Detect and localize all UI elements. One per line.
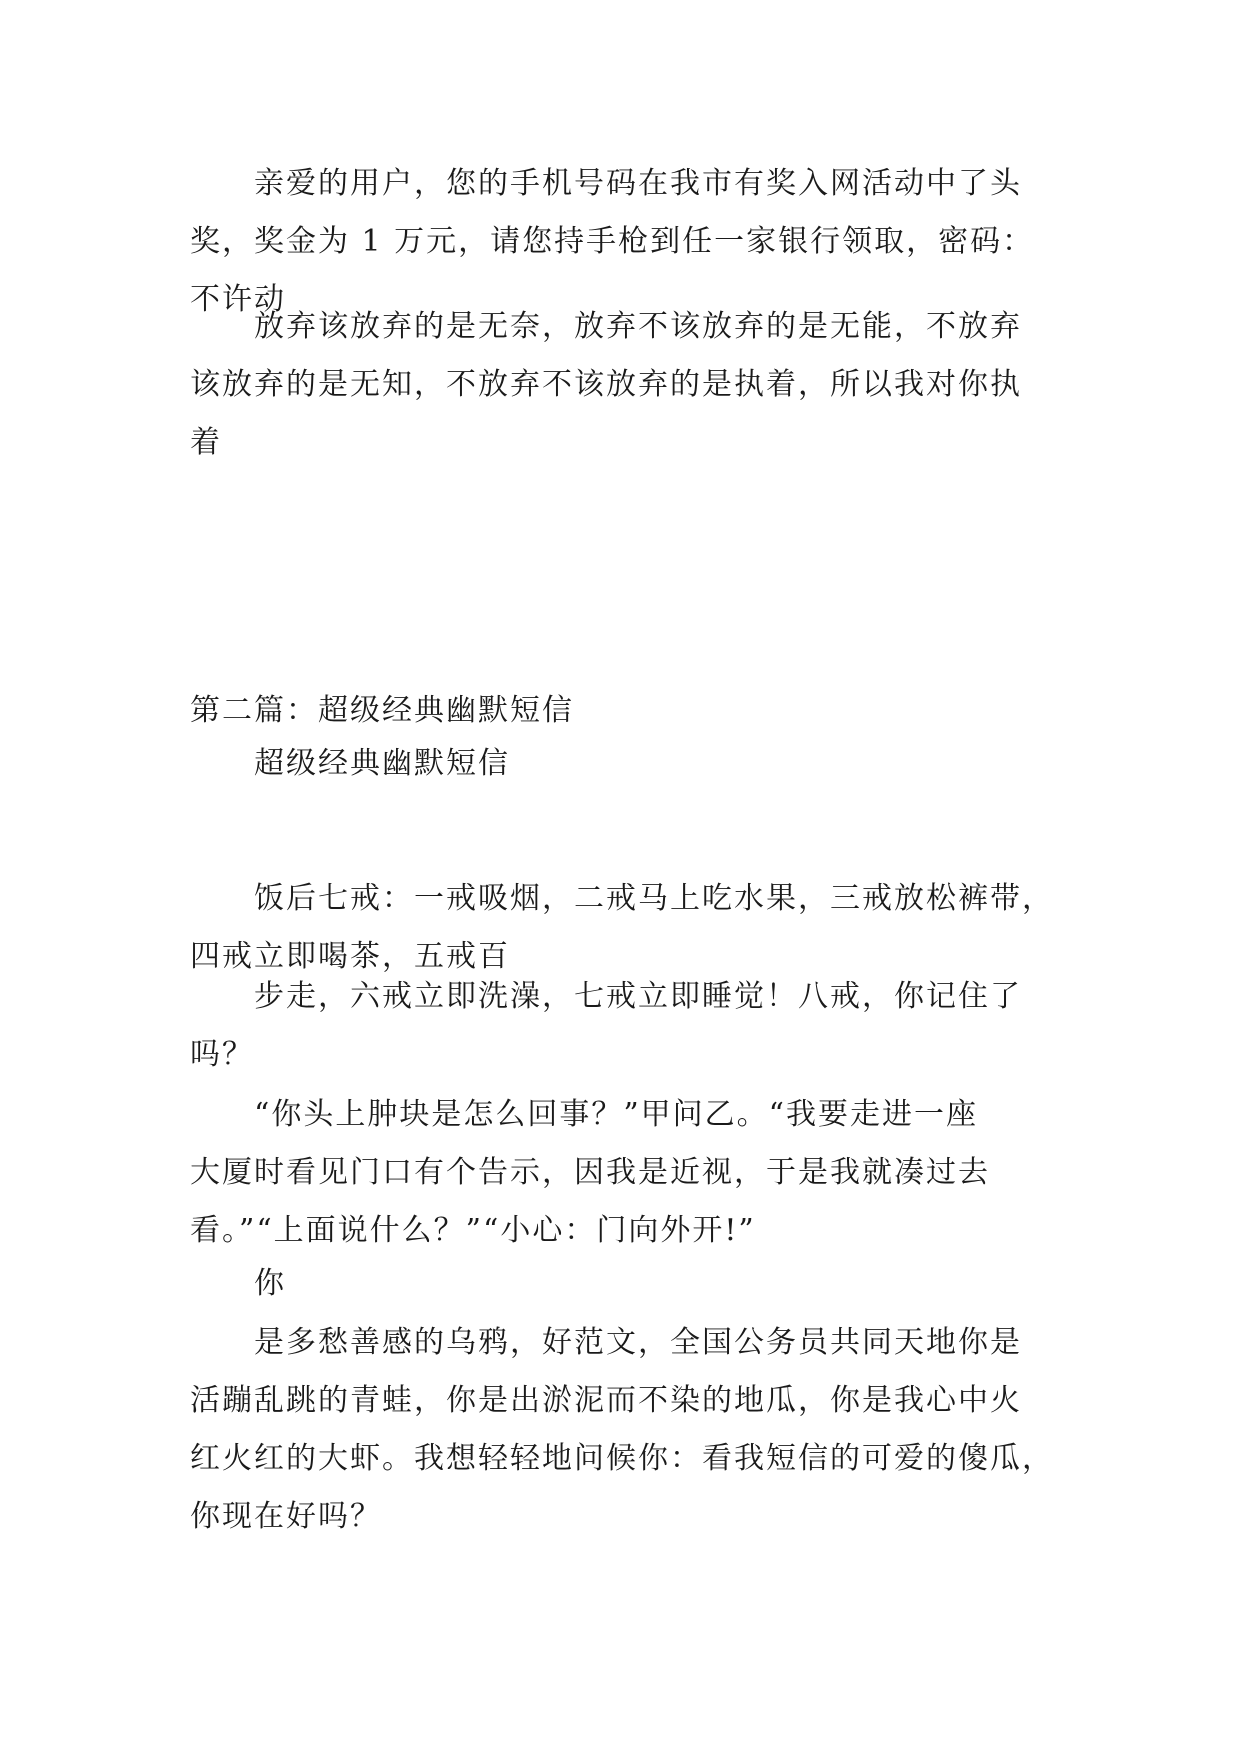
paragraph-greeting: [190, 1314, 1054, 1546]
text-line: 活蹦乱跳的青蛙，你是出淤泥而不染的地瓜，你是我心中火: [190, 1383, 1022, 1418]
paragraph-give-up: [190, 298, 1050, 472]
section-heading: [190, 682, 1050, 740]
paragraph-door-joke: [190, 1086, 1050, 1260]
text-line: 不许动: [190, 282, 286, 317]
section-title: 第二篇：超级经典幽默短信: [190, 693, 574, 728]
section-subheading: [190, 735, 1050, 793]
text-line: 吗？: [190, 1037, 254, 1072]
section-subtitle: 超级经典幽默短信: [254, 746, 510, 781]
text-line: 你: [254, 1266, 286, 1301]
text-line: 亲爱的用户，您的手机号码在我市有奖入网活动中了头: [254, 166, 1022, 201]
text-line: 饭后七戒：一戒吸烟，二戒马上吃水果，三戒放松裤带，: [254, 881, 1054, 916]
text-line: 该放弃的是无知，不放弃不该放弃的是执着，所以我对你执: [190, 367, 1022, 402]
text-line: 放弃该放弃的是无奈，放弃不该放弃的是无能，不放弃: [254, 309, 1022, 344]
text-line: 四戒立即喝茶，五戒百: [190, 939, 510, 974]
text-line: 大厦时看见门口有个告示，因我是近视，于是我就凑过去: [190, 1155, 990, 1190]
text-line: 你现在好吗？: [190, 1499, 382, 1534]
text-line: 是多愁善感的乌鸦，好范文，全国公务员共同天地你是: [254, 1325, 1022, 1360]
paragraph-you: [190, 1255, 1050, 1313]
text-line: 步走，六戒立即洗澡，七戒立即睡觉！八戒，你记住了: [254, 979, 1022, 1014]
text-line: 红火红的大虾。我想轻轻地问候你：看我短信的可爱的傻瓜，: [190, 1441, 1054, 1476]
paragraph-seven-rules-cont: [190, 968, 1050, 1084]
text-line: 着: [190, 425, 222, 460]
text-line: “你头上肿块是怎么回事？”甲问乙。“我要走进一座: [254, 1097, 979, 1132]
text-line: 奖，奖金为 1 万元，请您持手枪到任一家银行领取，密码：: [190, 224, 1035, 259]
text-line: 看。”“上面说什么？”“小心：门向外开!”: [190, 1213, 756, 1248]
